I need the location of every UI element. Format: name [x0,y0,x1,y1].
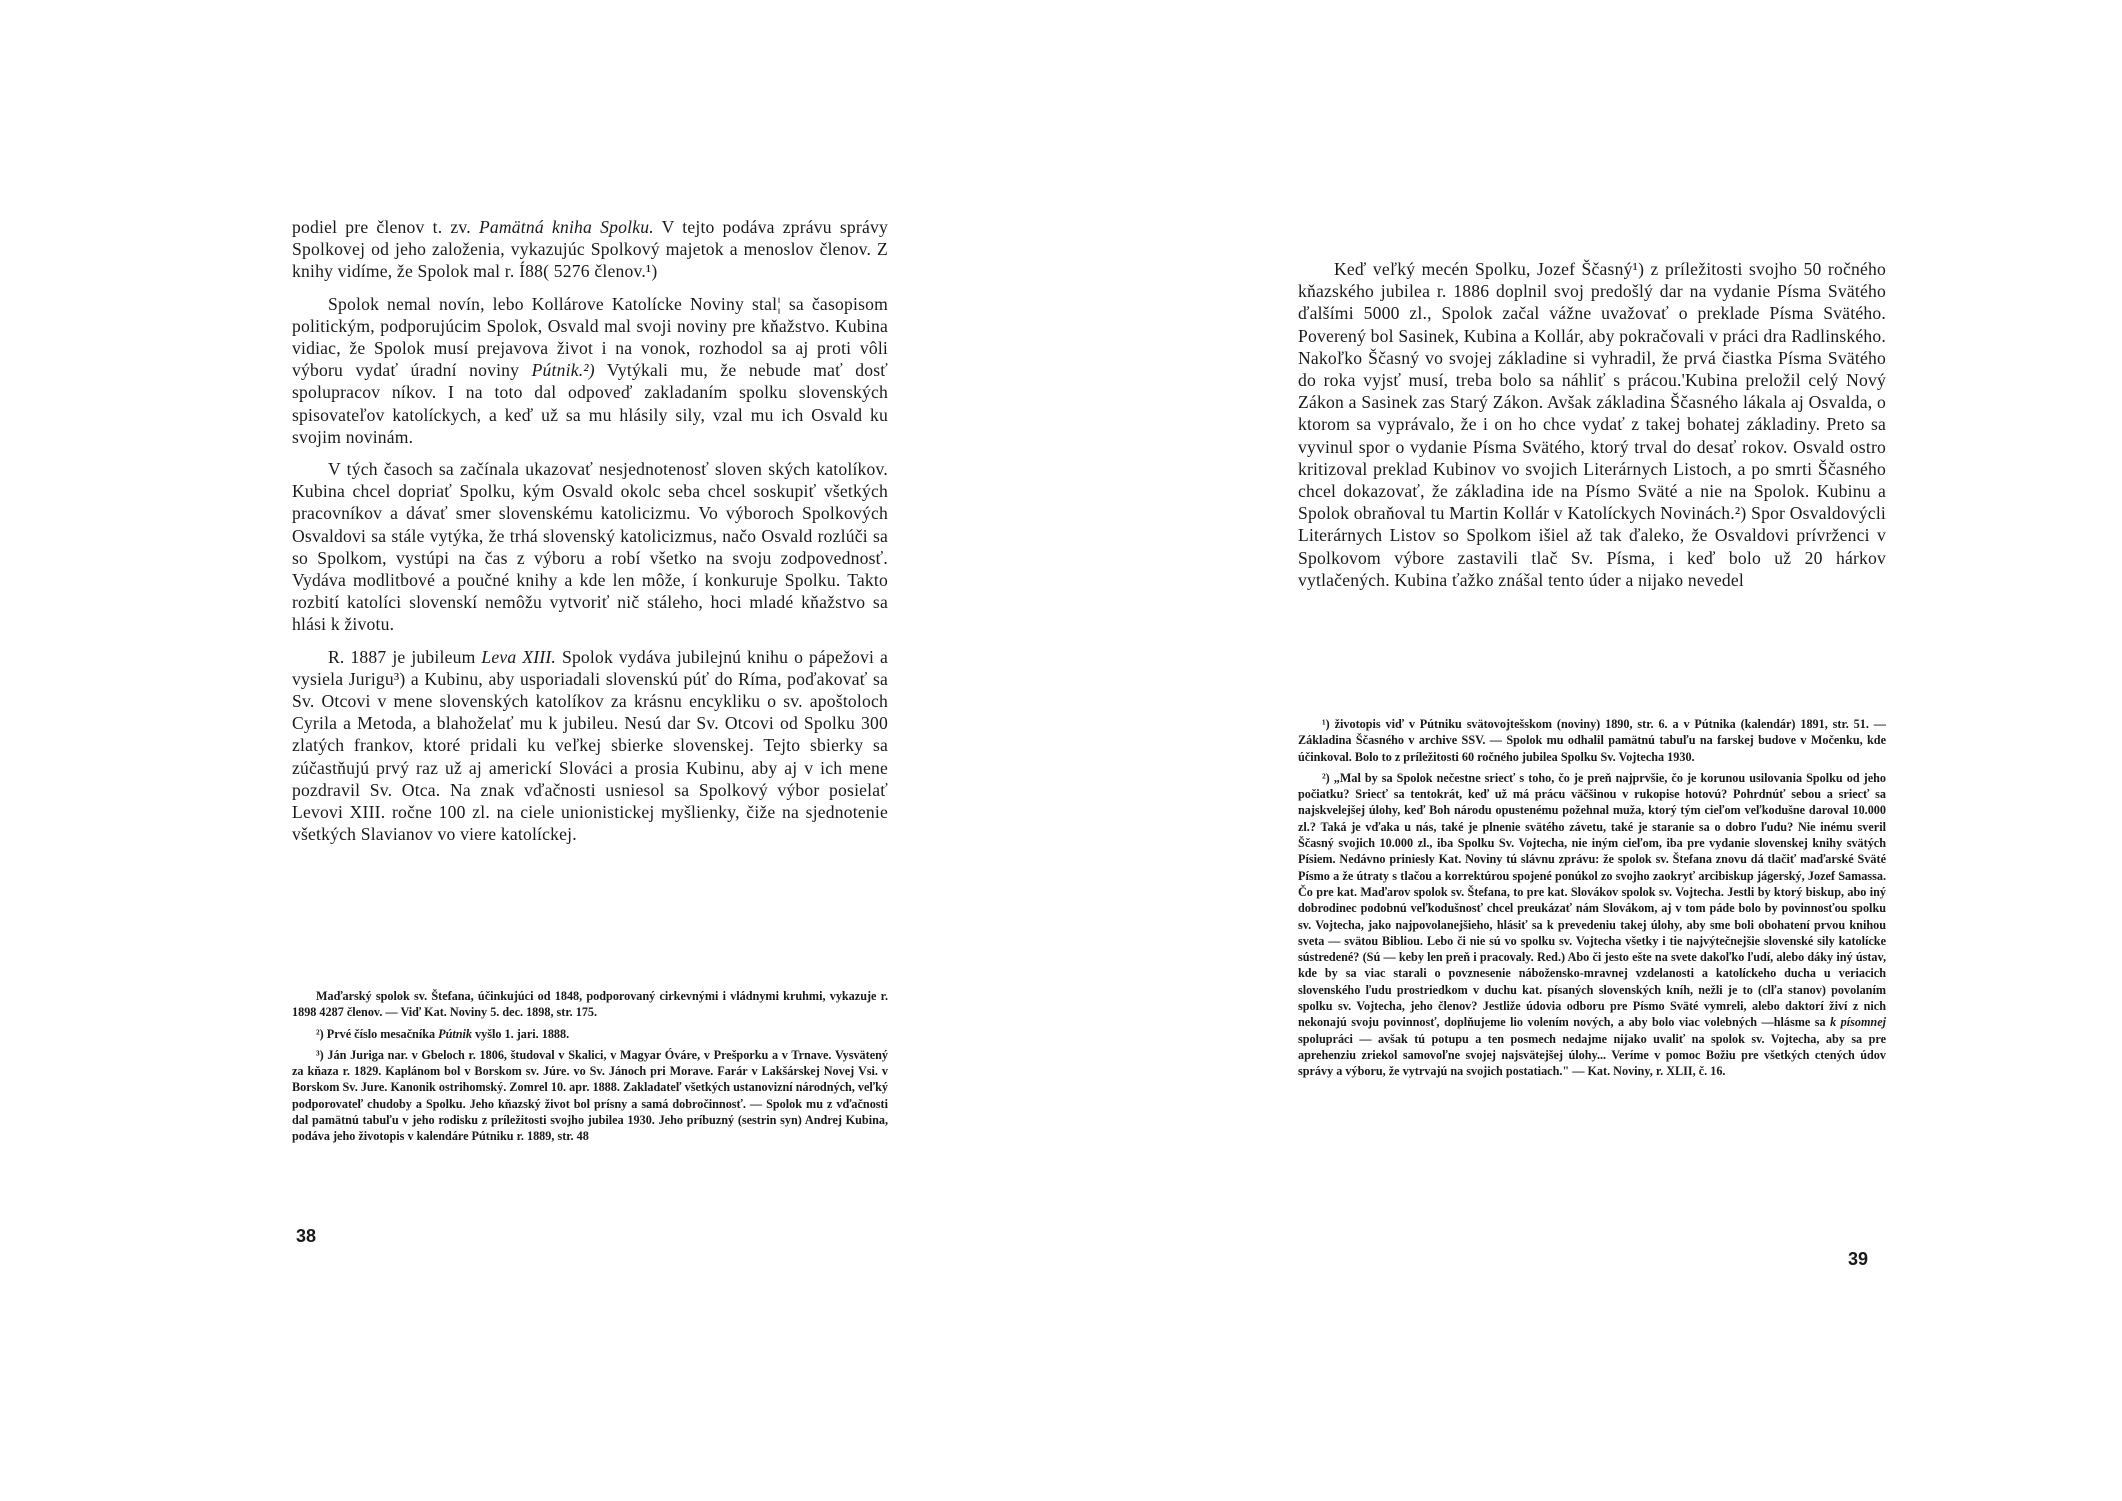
body-paragraph: podiel pre členov t. zv. Pamätná kniha Spolku. V tejto podáva zprávu správy Spolkovej od jeho založenia, vykazujúc Spolkový majetok a menoslov členov. Z knihy vidíme, že Spolok mal r. Í88( 5276 členov.¹) [292,217,888,282]
left-footnotes [292,988,888,1150]
body-paragraph: R. 1887 je jubileum Leva XIII. Spolok vydáva jubilejnú knihu o pápežovi a vysiela Jurigu³) a Kubinu, aby usporiadali slovenskú púť do Ríma, poďakovať sa Sv. Otcovi v mene slovenských katolíkov za krásnu encykliku o sv. apoštoloch Cyrila a Metoda, a blahoželať mu k jubileu. Nesú dar Sv. Otcovi od Spolku 300 zlatých frankov, ktoré pridali ku veľkej sbierke slovenskej. Tejto sbierky sa zúčastňujú prvý raz už aj americkí Slováci a prosia Kubinu, aby aj v ich mene pozdravil Sv. Otca. Na znak vďačnosti usniesol sa Spolkový výbor posielať Levovi XIII. ročne 100 zl. na ciele unionistickej myšlienky, čiže na sjednotenie všetkých Slavianov vo viere katolíckej. [292,646,888,845]
footnote: Maďarský spolok sv. Štefana, účinkujúci od 1848, podporovaný cirkevnými i vládnymi kruhmi, vykazuje r. 1898 4287 členov. — Viď Kat. Noviny 5. dec. 1898, str. 175. [292,989,888,1020]
right-body-text [1298,258,1886,601]
left-body-text [292,216,888,855]
footnote: ²) „Mal by sa Spolok nečestne sriecť s toho, čo je preň najprvšie, čo je korunou usilovania Spolku od jeho počiatku? Sriecť sa tentokrát, keď už má prácu väčšinou v rukopise hotovú? Pohrdnúť sebou a sriecť sa najskvelejšej úlohy, keď Boh národu opustenému požehnal muža, ktorý tým cieľom veľkodušne daroval 10.000 zl.? Taká je vďaka u nás, také je plnenie svätého závetu, také je staranie sa o dobro ľudu? Nie inému sveril Ščasný svojich 10.000 zl., iba Spolku Sv. Vojtecha, nie iným cieľom, iba pre vydanie slovenskej knihy svätých Písiem. Nedávno priniesly Kat. Noviny tú slávnu zprávu: že spolok sv. Štefana znovu dá tlačiť maďarské Sväté Písmo a že útraty s tlačou a korrektúrou spojené ponúkol zo svojho zaokryť arcibiskup jágerský, Jozef Samassa. Čo pre kat. Maďarov spolok sv. Štefana, to pre kat. Slovákov spolok sv. Vojtecha. Jestli by ktorý biskup, abo iný dobrodinec podobnú veľkodušnosť chcel preukázať nám Slovákom, aj v tom páde bolo by povinnosťou spolku sv. Vojtecha, jako najpovolanejšieho, hlásiť sa k prevedeniu takej úlohy, aby sme boli obohatení prvou knihou sveta — svätou Bibliou. Lebo či nie sú vo spolku sv. Vojtecha všetky i tie najvýtečnejšie slovenské sily katolícke sústredené? (Sú — keby len preň i pracovaly. Red.) Abo či jesto ešte na svete dakoľko ľudí, alebo dáky iný ústav, kde by sa viac starali o povznesenie nábožensko-mravnej vzdelanosti a katolíckeho ducha u veriacich slovenského ľudu prostriedkom v duchu kat. písaných slovenských kníh, nežli je to (clľa stanov) povolaním spolku sv. Vojtecha, jeho členov? Jestliže údovia odboru pre Písmo Sväté vymreli, alebo daktorí živí z nich nekonajú svoju povinnosť, doplňujeme lio volením nových, a aby bolo viac volebných —hlásme sa k písomnej spolupráci — avšak tú potupu a ten posmech nedajme nijako uvaliť na spolok sv. Vojtecha, aby sa pre aprehenziu zriekol samovoľne svojej najsvätejšej úlohy... Veríme v pomoc Božiu pre všetkých ctených údov správy a výboru, že vytrvajú na svojich postatiach." — Kat. Noviny, r. XLII, č. 16. [1298,770,1886,1079]
body-paragraph: V tých časoch sa začínala ukazovať nesjednotenosť sloven ských katolíkov. Kubina chcel dopriať Spolku, kým Osvald okolc seba chcel soskupiť všetkých pracovníkov a dávať smer slovenskému katolicizmu. Vo výboroch Spolkových Osvaldovi sa stále vytýka, že trhá slovenský katolicizmus, načo Osvald rozlúči sa so Spolkom, vystúpi na čas z výboru a robí všetko na svoju zodpovednosť. Vydáva modlitbové a poučné knihy a kde len môže, í konkuruje Spolku. Takto rozbití katolíci slovenskí nemôžu vytvoriť nič stáleho, hoci mladé kňažstvo sa hlási k životu. [292,459,888,635]
right-footnotes [1298,716,1886,1085]
footnote: ¹) životopis viď v Pútniku svätovojtešskom (noviny) 1890, str. 6. a v Pútnika (kalendár) 1891, str. 51. — Základina Ščasného v archive SSV. — Spolok mu odhalil pamätnú tabuľu na farskej budove v Močenku, kde účinkoval. Bolo to z príležitosti 60 ročného jubilea Spolku Sv. Vojtecha 1930. [1298,717,1886,764]
page-number-left: 38 [296,1226,317,1246]
body-paragraph: Spolok nemal novín, lebo Kollárove Katolícke Noviny stal¦ sa časopisom politickým, podporujúcim Spolok, Osvald mal svoji noviny pre kňažstvo. Kubina vidiac, že Spolok musí prejavova život i na vonok, rozhodol sa aj proti vôli výboru vydať úradní noviny Pútnik.²) Vytýkali mu, že nebude mať dosť spolupracov níkov. I na toto dal odpoveď zakladaním spolku slovenských spisovateľov katolíckych, a keď už sa mu hlásily sily, vzal mu ich Osvald ku svojim novinám. [292,293,888,447]
footnote: ³) Ján Juriga nar. v Gbeloch r. 1806, študoval v Skalici, v Magyar Óváre, v Prešporku a v Trnave. Vysvätený za kňaza r. 1829. Kaplánom bol v Borskom sv. Júre. vo Sv. Jánoch pri Morave. Farár v Lakšárskej Novej Vsi. v Borskom Sv. Jure. Kanonik ostrihomský. Zomrel 10. apr. 1888. Zakladateľ všetkých ustanovizní národných, veľký podporovateľ chudoby a Spolku. Jeho kňazský život bol prísny a samá dobročinnosť. — Spolok mu z vďačnosti dal pamätnú tabuľu v jeho rodisku z príležitosti svojho jubilea 1930. Jeho príbuzný (sestrin syn) Andrej Kubina, podáva jeho životopis v kalendáre Pútniku r. 1889, str. 48 [292,1047,888,1144]
right-page [1061,0,2122,1501]
body-paragraph: Keď veľký mecén Spolku, Jozef Ščasný¹) z príležitosti svojho 50 ročného kňazského jubilea r. 1886 doplnil svoj predošlý dar na vydanie Písma Svätého ďalšími 5000 zl., Spolok začal vážne uvažovať o preklade Písma Svätého. Poverený bol Sasinek, Kubina a Kollár, aby pokračovali v práci dra Radlinského. Nakoľko Ščasný vo svojej základine si vyhradil, že prvá čiastka Písma Svätého do roka vyjsť musí, treba bolo sa náhliť s prácou.'Kubina preložil celý Nový Zákon a Sasinek zas Starý Zákon. Avšak základina Ščasného lákala aj Osvalda, o ktorom sa vyprávalo, že i on ho chce vydať z takej bohatej základiny. Preto sa vyvinul spor o vydanie Písma Svätého, ktorý trval do desať rokov. Osvald ostro kritizoval preklad Kubinov vo svojich Literárnych Listoch, a po smrti Ščasného chcel dokazovať, že základina ide na Písmo Sväté a nie na Spolok. Kubinu a Spolok obraňoval tu Martin Kollár v Katolíckych Novinách.²) Spor Osvaldovýcli Literárnych Listov so Spolkom išiel až tak ďaleko, že Osvaldovi prívrženci v Spolkovom výbore zastavili tlač Sv. Písma, i keď bolo už 20 hárkov vytlačených. Kubina ťažko znášal tento úder a nijako nevedel [1298,259,1886,590]
footnote: ²) Prvé číslo mesačníka Pútnik vyšlo 1. jari. 1888. [316,1026,570,1041]
page-number-right: 39 [1848,1249,1869,1269]
